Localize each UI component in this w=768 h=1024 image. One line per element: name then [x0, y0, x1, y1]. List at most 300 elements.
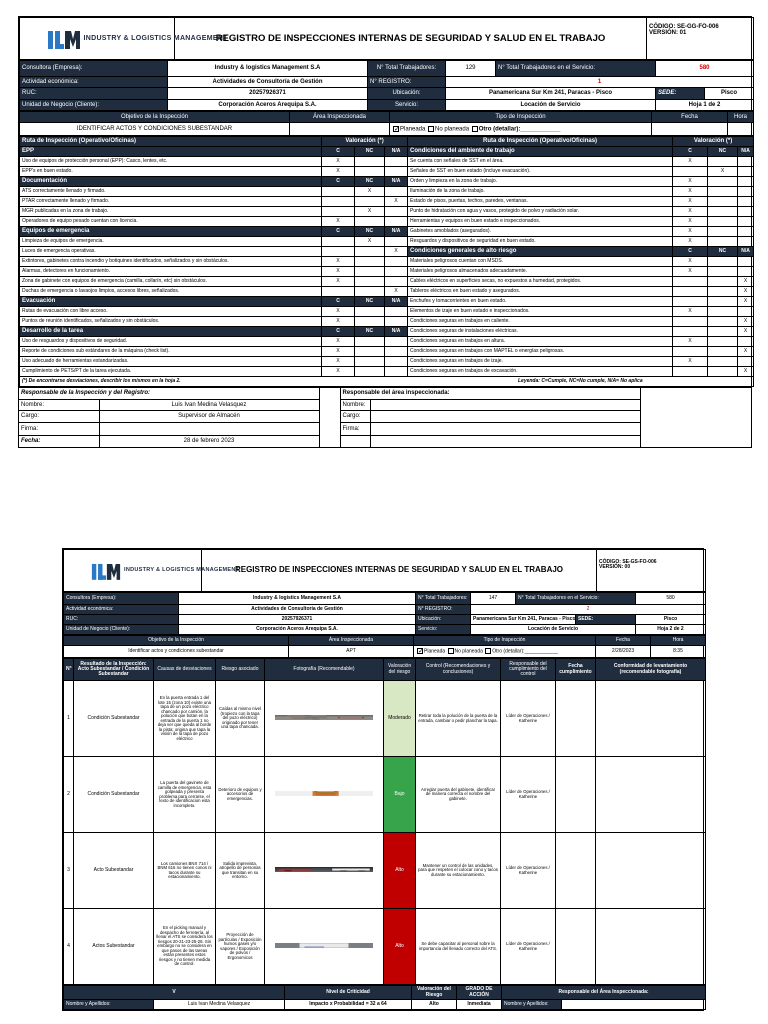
mark-nc[interactable]: X: [708, 167, 738, 177]
photo-gabinete-icon: [275, 791, 373, 796]
finding-number: 4: [64, 909, 74, 985]
finding-number: 3: [64, 833, 74, 909]
section-left-15: Evacuación: [20, 297, 322, 307]
s2-num-trab-serv-label: N° Total Trabajadores en el Servicio:: [516, 593, 636, 605]
col-na-header: N/A: [385, 147, 408, 157]
mark-nc[interactable]: [355, 277, 385, 287]
finding-row: [64, 757, 706, 833]
ilm-logo-icon: [47, 27, 81, 51]
mark-na[interactable]: X: [738, 367, 754, 377]
s2-tipo-header: Tipo de Inspección: [414, 636, 596, 646]
mark-c[interactable]: [673, 327, 708, 337]
mark-c[interactable]: X: [322, 337, 355, 347]
finding-responsable: Líder de Operaciones / Katherine: [501, 909, 556, 985]
photo-pozo-icon: [275, 715, 373, 720]
company-logo-2: [64, 550, 240, 592]
fecha-value: [652, 123, 728, 136]
checklist-row: [20, 337, 754, 347]
finding-responsable: Líder de Operaciones / Katherine: [501, 681, 556, 757]
mark-na[interactable]: X: [385, 247, 408, 257]
num-trab-label: N° Total Trabajadores:: [368, 61, 446, 77]
ruc-value: 20257926371: [168, 88, 368, 100]
mark-c[interactable]: X: [673, 237, 708, 247]
finding-resultado: Condición Subestandar: [74, 681, 154, 757]
s2-hora-header: Hora: [651, 636, 706, 646]
mark-c[interactable]: X: [322, 367, 355, 377]
mark-c[interactable]: [322, 237, 355, 247]
s2-otro-checkbox[interactable]: [485, 648, 491, 654]
mark-c[interactable]: X: [322, 167, 355, 177]
mark-c[interactable]: X: [673, 197, 708, 207]
mark-na[interactable]: [385, 207, 408, 217]
mark-na[interactable]: [738, 257, 754, 267]
s2-sede-label: SEDE:: [576, 615, 636, 625]
mark-nc[interactable]: [708, 317, 738, 327]
footer-v: V: [64, 986, 285, 1000]
responsable-area-inspeccionada: [340, 388, 641, 447]
fecha-header: Fecha: [652, 112, 728, 123]
checklist-row: [20, 197, 754, 207]
mark-nc[interactable]: [708, 327, 738, 337]
mark-na[interactable]: X: [385, 197, 408, 207]
inspection-sheet-1: [18, 16, 752, 448]
mark-nc[interactable]: [708, 157, 738, 167]
s2-planeada-checkbox[interactable]: ✓: [418, 648, 424, 656]
checklist-row: [20, 327, 754, 337]
actividad-label: Actividad económica:: [20, 77, 168, 88]
mark-na[interactable]: [385, 307, 408, 317]
finding-valoracion: Alto: [384, 833, 416, 909]
col-na-header: N/A: [385, 327, 408, 337]
checklist-item-right-13: Cables eléctricos en superficies secas, no expuestos a humedad, protegidos.: [408, 277, 673, 287]
col-control: Control (Recomendaciones y conclusiones): [416, 659, 501, 681]
ubicacion-label: Ubicación:: [368, 88, 446, 100]
checklist-item-left-6: MGR publicadas en la zona de trabajo.: [20, 207, 322, 217]
s2-num-trab-value: 147: [471, 593, 516, 605]
mark-c[interactable]: X: [322, 217, 355, 227]
area-firma-label: Firma:: [340, 422, 370, 435]
area-cargo-value: [370, 411, 640, 422]
checklist-body: [20, 147, 754, 377]
finding-fecha-cump[interactable]: [556, 909, 596, 985]
tipo-header: Tipo de Inspección: [390, 112, 652, 123]
otro-checkbox[interactable]: [472, 126, 478, 132]
s2-unidad-value: Corporación Aceros Arequipa S.A.: [179, 625, 416, 635]
footer-formula: Impacto x Probabilidad = 32 a 64: [285, 1000, 412, 1010]
mark-na[interactable]: [385, 267, 408, 277]
finding-control: Mantener un control de las unidades, para que respeten el colocar cono y tacos durante su estacionamiento.: [416, 833, 501, 909]
s2-ubicacion-value: Panamericana Sur Km 241, Paracas - Pisco: [471, 615, 576, 625]
finding-control: Se debe capacitar al personal sobre la importancia del llenado correcto del ATS.: [416, 909, 501, 985]
objetivo-value: IDENTIFICAR ACTOS Y CONDICIONES SUBESTANDAR: [20, 123, 290, 136]
mark-nc[interactable]: [708, 187, 738, 197]
resp-area-title: Responsable del área inspeccionada:: [340, 388, 640, 399]
hora-header: Hora: [728, 112, 754, 123]
mark-c[interactable]: X: [322, 357, 355, 367]
mark-nc[interactable]: [355, 347, 385, 357]
col-na-header: N/A: [738, 247, 754, 257]
finding-control: Arreglar puerta del gabinete, identificar de manera correcta el nombre del gabinete.: [416, 757, 501, 833]
mark-na[interactable]: X: [738, 277, 754, 287]
checklist-row: [20, 237, 754, 247]
col-c-header: C: [322, 177, 355, 187]
mark-c[interactable]: [673, 277, 708, 287]
col-nc-header: NC: [708, 147, 738, 157]
consultora-value: Industry & logistics Management S.A: [168, 61, 368, 77]
mark-c[interactable]: [322, 197, 355, 207]
s2-no-planeada-checkbox[interactable]: [448, 648, 454, 654]
mark-nc[interactable]: [355, 247, 385, 257]
mark-na[interactable]: X: [738, 317, 754, 327]
checklist-item-left-17: Puntos de reunión identificados, señalizados y sin obstáculos.: [20, 317, 322, 327]
footer-nombre2-label: Nombre y Apellidos:: [502, 1000, 562, 1010]
s2-objetivo-value: Identificar actos y condiciones subestandar: [64, 646, 289, 658]
mark-na[interactable]: [385, 187, 408, 197]
finding-row: [64, 909, 706, 985]
mark-nc[interactable]: [355, 337, 385, 347]
sheet2-header: [63, 549, 706, 592]
checklist-row: [20, 177, 754, 187]
mark-c[interactable]: X: [673, 187, 708, 197]
s2-objetivo-header: Objetivo de la Inspección: [64, 636, 289, 646]
sheet2-objetivo-table: [63, 635, 706, 658]
mark-c[interactable]: X: [673, 227, 708, 237]
footer-resp-area-label: Responsable del Área Inspeccionada:: [502, 986, 706, 1000]
mark-nc[interactable]: X: [355, 237, 385, 247]
hora-value: [728, 123, 754, 136]
mark-nc[interactable]: [355, 167, 385, 177]
finding-riesgo: Caídas al mismo nivel (tropiezo con la tapa del pozo eléctrico) originado por tener una tapa chancada.: [216, 681, 265, 757]
unidad-label: Unidad de Negocio (Cliente):: [20, 100, 168, 111]
finding-number: 2: [64, 757, 74, 833]
mark-c[interactable]: [673, 317, 708, 327]
num-trab-serv-value: 580: [656, 61, 754, 77]
s2-consultora-label: Consultora (Empresa):: [64, 593, 179, 605]
finding-conformidad[interactable]: [596, 681, 706, 757]
col-c-header: C: [322, 147, 355, 157]
mark-c[interactable]: [322, 187, 355, 197]
resp-cargo-label: Cargo:: [19, 411, 99, 422]
area-header: Área Inspeccionada: [290, 112, 390, 123]
mark-nc[interactable]: [708, 267, 738, 277]
mark-c[interactable]: [322, 287, 355, 297]
objetivo-header: Objetivo de la Inspección: [20, 112, 290, 123]
mark-nc[interactable]: [708, 217, 738, 227]
checklist-item-left-16: Rutas de evacuación con libre acceso.: [20, 307, 322, 317]
mark-na[interactable]: [738, 187, 754, 197]
finding-resultado: Actos Subestandar: [74, 909, 154, 985]
resp-firma-label: Firma:: [19, 422, 99, 435]
finding-conformidad[interactable]: [596, 757, 706, 833]
sheet1-objetivo-table: [19, 111, 754, 136]
mark-c[interactable]: X: [322, 257, 355, 267]
checklist-item-right-4: Iluminación de la zona de trabajo.: [408, 187, 673, 197]
mark-c[interactable]: X: [322, 347, 355, 357]
finding-conformidad[interactable]: [596, 833, 706, 909]
planeada-checkbox[interactable]: ✓: [394, 125, 400, 133]
s2-unidad-label: Unidad de Negocio (Cliente):: [64, 625, 179, 635]
finding-row: [64, 681, 706, 757]
finding-control: Retirar toda la polución de la puerta de la entrada, cambiar o pedir planchar la tapa.: [416, 681, 501, 757]
mark-nc[interactable]: [355, 287, 385, 297]
mark-nc[interactable]: [355, 217, 385, 227]
mark-nc[interactable]: [708, 237, 738, 247]
mark-c[interactable]: X: [673, 217, 708, 227]
mark-na[interactable]: [738, 217, 754, 227]
mark-c[interactable]: [322, 247, 355, 257]
mark-na[interactable]: [385, 217, 408, 227]
sede-label: SEDE:: [656, 88, 705, 99]
checklist-item-right-22: Condiciones seguras en trabajos de excavación.: [408, 367, 673, 377]
footer-valoracion-value: Alto: [412, 1000, 457, 1010]
finding-causas: Los camiones BNX 714 / BNM 616 no tienen conos ni tacos durante su estacionamiento.: [154, 833, 216, 909]
mark-c[interactable]: X: [322, 317, 355, 327]
col-nc-header: NC: [708, 247, 738, 257]
checklist-item-right-16: Elementos de izaje en buen estado e inspeccionados.: [408, 307, 673, 317]
s2-sede-value: Pisco: [636, 615, 706, 625]
checklist-row: [20, 287, 754, 297]
checklist-item-left-22: Cumplimiento de PETS/PT de la tarea ejecutada.: [20, 367, 322, 377]
checklist-item-left-13: Zona de gabinete con equipos de emergencia (camilla, collarín, etc) sin obstáculos.: [20, 277, 322, 287]
mark-nc[interactable]: [355, 197, 385, 207]
mark-na[interactable]: [738, 227, 754, 237]
sheet1-code: CÓDIGO: SE-GG-FO-006: [649, 24, 719, 30]
finding-valoracion: Moderado: [384, 681, 416, 757]
resp-nombre-value: Luis Ivan Medina Velasquez: [99, 399, 319, 410]
photo-camiones-icon: [275, 867, 373, 872]
registro-value: 1: [446, 77, 754, 88]
footer-grado-value: Inmediata: [457, 1000, 502, 1010]
col-foto: Fotografía (Recomendable): [265, 659, 384, 681]
finding-fecha-cump[interactable]: [556, 681, 596, 757]
mark-c[interactable]: X: [673, 267, 708, 277]
finding-conformidad[interactable]: [596, 909, 706, 985]
mark-nc[interactable]: [708, 207, 738, 217]
desviaciones-note: (*) De encontrarse desviaciones, describir los mismos en la hoja 2.: [20, 377, 408, 387]
s2-registro-value: 2: [471, 605, 706, 615]
sheet2-code: CÓDIGO: SE-GS-FO-006: [599, 559, 657, 565]
section-left-3: Documentación: [20, 177, 322, 187]
finding-fecha-cump[interactable]: [556, 757, 596, 833]
checklist-row: [20, 217, 754, 227]
footer-nombre2-value: [562, 1000, 706, 1010]
col-c-header: C: [673, 147, 708, 157]
mark-nc[interactable]: [355, 267, 385, 277]
mark-nc[interactable]: [708, 287, 738, 297]
findings-body: [64, 681, 706, 985]
col-conformidad: Conformidad de levantamiento (recomendable fotografía): [596, 659, 706, 681]
checklist-item-right-12: Materiales peligrosos almacenados adecuadamente.: [408, 267, 673, 277]
mark-nc[interactable]: [708, 307, 738, 317]
footer-nombre-value: Luis Ivan Medina Velasquez: [154, 1000, 285, 1010]
mark-na[interactable]: [385, 337, 408, 347]
mark-na[interactable]: [385, 277, 408, 287]
responsables-area: [19, 387, 751, 447]
hoja-value: Hoja 1 de 2: [656, 100, 754, 111]
mark-nc[interactable]: [708, 357, 738, 367]
checklist-row: [20, 157, 754, 167]
checklist-item-left-19: Uso de resguardos y dispositivos de seguridad.: [20, 337, 322, 347]
checklist-item-right-2: Señales de SST en buen estado (incluye evacuación).: [408, 167, 673, 177]
mark-na[interactable]: [738, 197, 754, 207]
mark-nc[interactable]: X: [355, 187, 385, 197]
s2-otro-label: Otro (detallar):____________: [492, 648, 558, 655]
s2-area-header: Área Inspeccionada: [289, 636, 414, 646]
mark-c[interactable]: X: [673, 207, 708, 217]
sede-value: Pisco: [721, 90, 738, 97]
s2-fecha-value: 2/28/2023: [596, 646, 651, 658]
mark-na[interactable]: [385, 317, 408, 327]
checklist-row: [20, 167, 754, 177]
mark-nc[interactable]: [708, 177, 738, 187]
unidad-value: Corporación Aceros Arequipa S.A.: [168, 100, 368, 111]
sheet1-version: VERSIÓN: 01: [649, 30, 687, 37]
mark-na[interactable]: [385, 257, 408, 267]
checklist-row: [20, 347, 754, 357]
mark-c[interactable]: [673, 367, 708, 377]
mark-c[interactable]: X: [673, 157, 708, 167]
findings-table: [63, 658, 706, 985]
area-firma-value: [370, 422, 640, 435]
finding-causas: En el picking manual y despacho de ferretería, al llenar el ATS se considera los riesgos 20-21-23-25-26. Sin embargo no se considera en que pasos de las tareas están presentes estos riesgos y no tienen medida de control.: [154, 909, 216, 985]
mark-c[interactable]: X: [322, 157, 355, 167]
col-c-header: C: [322, 327, 355, 337]
mark-nc[interactable]: [355, 317, 385, 327]
otro-label: Otro (detallar):____________: [478, 126, 561, 133]
checklist-row: [20, 297, 754, 307]
checklist-item-left-1: Uso de equipos de protección personal (EPP): Casco, lentes, etc.: [20, 157, 322, 167]
mark-nc[interactable]: [355, 157, 385, 167]
col-nc-header: NC: [355, 147, 385, 157]
servicio-label: Servicio:: [368, 100, 446, 111]
checklist-item-left-14: Duchas de emergencia o lavaojos limpios, accesos libres, señalizados.: [20, 287, 322, 297]
mark-c[interactable]: [673, 347, 708, 357]
col-nc-header: NC: [355, 227, 385, 237]
mark-nc[interactable]: [355, 307, 385, 317]
mark-na[interactable]: [738, 237, 754, 247]
mark-c[interactable]: X: [322, 267, 355, 277]
mark-nc[interactable]: [355, 257, 385, 267]
finding-photo: [265, 681, 384, 757]
mark-nc[interactable]: [708, 367, 738, 377]
mark-na[interactable]: [385, 167, 408, 177]
checklist-item-left-20: Reporte de condiciones sub estándares de la máquina (check list).: [20, 347, 322, 357]
checklist-row: [20, 147, 754, 157]
mark-nc[interactable]: [708, 277, 738, 287]
mark-na[interactable]: [738, 167, 754, 177]
mark-na[interactable]: X: [738, 297, 754, 307]
checklist-item-right-3: Orden y limpieza en la zona de trabajo.: [408, 177, 673, 187]
no-planeada-label: No planeada: [435, 126, 470, 133]
finding-photo: [265, 757, 384, 833]
mark-na[interactable]: [385, 367, 408, 377]
mark-c[interactable]: [673, 297, 708, 307]
mark-nc[interactable]: [708, 257, 738, 267]
mark-c[interactable]: [673, 287, 708, 297]
checklist-item-left-7: Operadores de equipo pesado cuentan con licencia.: [20, 217, 322, 227]
mark-c[interactable]: X: [673, 357, 708, 367]
mark-nc[interactable]: X: [355, 207, 385, 217]
checklist-item-left-9: Limpieza de equipos de emergencia.: [20, 237, 322, 247]
mark-na[interactable]: X: [385, 287, 408, 297]
mark-nc[interactable]: [355, 367, 385, 377]
mark-na[interactable]: X: [738, 287, 754, 297]
mark-c[interactable]: [673, 167, 708, 177]
mark-c[interactable]: X: [673, 337, 708, 347]
s2-servicio-value: Locación de Servicio: [471, 625, 636, 635]
mark-na[interactable]: [738, 357, 754, 367]
mark-nc[interactable]: [708, 227, 738, 237]
checklist-item-left-2: EPP's en buen estado.: [20, 167, 322, 177]
mark-na[interactable]: [738, 207, 754, 217]
mark-na[interactable]: [738, 307, 754, 317]
finding-fecha-cump[interactable]: [556, 833, 596, 909]
checklist-item-right-15: Enchufes y tomacorrientes en buen estado.: [408, 297, 673, 307]
mark-nc[interactable]: [708, 347, 738, 357]
mark-nc[interactable]: [708, 337, 738, 347]
col-resultado: Resultado de la Inspección: Acto Subestandar / Condición Subestandar: [74, 659, 154, 681]
mark-c[interactable]: [322, 207, 355, 217]
checklist-table: [19, 136, 754, 387]
mark-c[interactable]: X: [673, 177, 708, 187]
checklist-item-right-19: Condiciones seguras en trabajos en altura.: [408, 337, 673, 347]
mark-c[interactable]: X: [322, 277, 355, 287]
section-left-18: Desarrollo de la tarea: [20, 327, 322, 337]
mark-nc[interactable]: [355, 357, 385, 367]
mark-na[interactable]: [738, 177, 754, 187]
mark-nc[interactable]: [708, 297, 738, 307]
footer-nombre-label: Nombre y Apellidos:: [64, 1000, 154, 1010]
finding-number: 1: [64, 681, 74, 757]
s2-no-planeada-label: No planeada: [454, 648, 483, 655]
mark-c[interactable]: X: [673, 257, 708, 267]
finding-row: [64, 833, 706, 909]
sheet1-title: REGISTRO DE INSPECCIONES INTERNAS DE SEGURIDAD Y SALUD EN EL TRABAJO: [175, 18, 647, 60]
s2-ruc-label: RUC:: [64, 615, 179, 625]
mark-na[interactable]: [385, 357, 408, 367]
logo-text: INDUSTRY & LOGISTICS MANAGEMENT: [83, 35, 228, 42]
sheet2-footer: [63, 985, 706, 1010]
section-left-8: Equipos de emergencia: [20, 227, 322, 237]
finding-responsable: Líder de Operaciones / Katherine: [501, 757, 556, 833]
finding-valoracion: Alto: [384, 909, 416, 985]
no-planeada-checkbox[interactable]: [428, 126, 434, 132]
s2-registro-label: N° REGISTRO:: [416, 605, 471, 615]
area-nombre-label: Nombre:: [340, 399, 370, 410]
mark-na[interactable]: [738, 267, 754, 277]
mark-nc[interactable]: [708, 197, 738, 207]
col-c-header: C: [673, 247, 708, 257]
ubicacion-value: Panamericana Sur Km 241, Paracas - Pisco: [446, 88, 656, 100]
mark-na[interactable]: [738, 157, 754, 167]
mark-na[interactable]: [738, 337, 754, 347]
mark-na[interactable]: [385, 347, 408, 357]
s2-area-value: APT: [289, 646, 414, 658]
registro-label: N° REGISTRO:: [368, 77, 446, 88]
mark-c[interactable]: X: [322, 307, 355, 317]
mark-na[interactable]: X: [738, 347, 754, 357]
s2-num-trab-serv-value: 580: [636, 593, 706, 605]
mark-na[interactable]: [385, 157, 408, 167]
finding-resultado: Condición Subestandar: [74, 757, 154, 833]
checklist-row: [20, 207, 754, 217]
col-fecha-cump: Fecha cumplimiento: [556, 659, 596, 681]
area-value: [290, 123, 390, 136]
col-riesgo: Riesgo asociado: [216, 659, 265, 681]
mark-c[interactable]: X: [673, 307, 708, 317]
mark-na[interactable]: [385, 237, 408, 247]
mark-na[interactable]: X: [738, 327, 754, 337]
